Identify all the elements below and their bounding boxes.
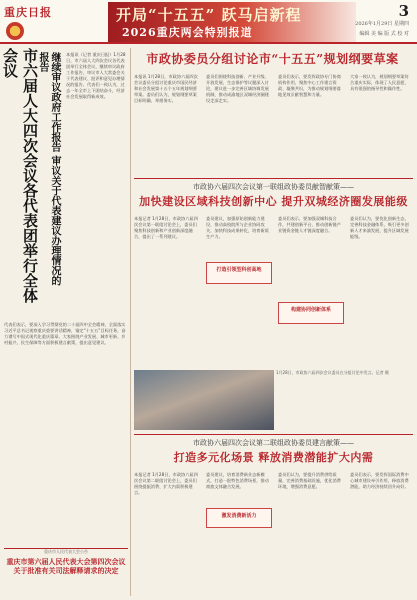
news-photo	[134, 370, 274, 430]
section1-col-4: 委员们认为，要优化创新生态，完善科技金融体系，吸引更多创新人才来渝发展，提升区域发展能级。	[350, 216, 409, 239]
photo-caption: 1月28日，市政协六届四次会议委员在分组讨论中发言。记者 摄	[276, 370, 389, 375]
section2-col-4: 委员们表示，要发挥国际消费中心城市建设牵引作用，释放消费潜能，助力经济持续回升向好。	[350, 472, 409, 489]
main-article-col-4: 大家一致认为，规划纲要草案符合重庆实际，体现了人民意愿，具有很强的指导性和操作性。	[350, 74, 409, 91]
section2-col-1: 本报记者 1月28日，市政协六届四次会议第二联组讨论会上，委员们围绕提振消费、扩大内需积极建言。	[134, 472, 198, 495]
main-headline: 市政协委员分组讨论市“十五五”规划纲要草案	[146, 52, 399, 66]
left-article-body-2: 代表们表示，要深入学习贯彻党的二十届四中全会精神，全面落实习近平总书记视察重庆重要讲话精神，锚定“十五五”目标任务，奋力谱写中国式现代化重庆篇章。大家围绕产业发展、城市更新、乡村振兴、民生保障等方面积极建言献策，提出意见建议。	[4, 322, 126, 345]
section2-pullquote-1: 激发消费新活力	[206, 508, 272, 528]
section1-headline: 加快建设区域科技创新中心 提升双城经济圈发展能级	[139, 195, 408, 208]
banner-title: 开局“十五五” 跃马启新程	[116, 6, 302, 24]
left-subheadline: 继续审议政府工作报告 审议关于代表建议办理情况的报告	[37, 52, 60, 286]
section-divider-2	[134, 434, 413, 435]
section-divider-1	[134, 178, 413, 179]
section1-col-1: 本报记者 1月28日，市政协六届四次会议第一联组讨论会上，委员们聚焦科技创新和产业创新深度融合，提出了一系列建议。	[134, 216, 198, 239]
banner-subtitle: 2026重庆两会特别报道	[122, 26, 253, 39]
section2-headline: 打造多元化场景 释放消费潜能扩大内需	[173, 451, 374, 464]
section2-col-3: 委员们认为，要提升消费供给质量，完善消费基础设施，优化消费环境，增强消费意愿。	[278, 472, 341, 489]
section1-col-2: 委员建议，加强原始创新能力建设，推动高校院所与企业协同攻关，加快科技成果转化，培育新质生产力。	[206, 216, 269, 239]
left-headline: 市六届人大四次会议各代表团举行全体会议	[1, 48, 39, 303]
masthead: 重庆日报	[4, 6, 52, 19]
section1-pullquote-2: 构建协同创新体系	[278, 302, 344, 324]
main-article-col-1: 本报讯 1月28日，市政协六届四次会议委员分组讨论重庆市国民经济和社会发展第十五个五年规划纲要草案。委员们认为，规划纲要草案目标明确、举措务实。	[134, 74, 198, 103]
announcement-meta: 重庆市人民代表大会公告	[44, 549, 88, 554]
section1-pullquote-1: 打造引领型科创高地	[206, 262, 272, 284]
section1-kicker: 市政协六届四次会议第一联组政协委员献智献策——	[193, 183, 354, 191]
editor-line: 编辑 美 编 版 式 校 对	[359, 31, 409, 37]
main-article-col-2: 委员们围绕科技创新、产业升级、开放发展、生态保护等议题深入讨论，建议进一步完善区域协调发展机制，推动成渝地区双城经济圈建设走深走实。	[206, 74, 269, 103]
announcement-headline: 重庆市第六届人民代表大会第四次会议关于批准有关司法解释请求的决定	[6, 557, 126, 575]
announcement-box	[4, 548, 128, 596]
column-divider	[130, 48, 131, 596]
section1-col-3: 委员们表示，要加强双城科技合作，共建创新平台，推动创新链产业链资金链人才链深度融合。	[278, 216, 341, 233]
date-line: 2026年1月29日 星期四	[355, 21, 409, 27]
left-article-body-1: 本报讯（记者 重庆日报）1月28日，市六届人大四次会议各代表团举行全体会议，继续审议政府工作报告，审议市人大常委会关于代表建议、批评和意见办理情况的报告。代表们一致认为，过去一年全市上下团结奋斗，经济社会发展取得新成效。	[66, 52, 126, 99]
main-article-col-3: 委员们表示，要发挥政协专门协商机构作用，聚焦中心工作建言资政、凝聚共识，为推动规划纲要落地见效贡献智慧和力量。	[278, 74, 341, 97]
page-number: 3	[398, 2, 409, 20]
section2-kicker: 市政协六届四次会议第二联组政协委员建言献策——	[193, 439, 354, 447]
emblem-icon	[6, 22, 24, 40]
section2-col-2: 委员建议，培育消费新业态新模式，打造一批特色消费场景，推动商旅文体融合发展。	[206, 472, 269, 489]
